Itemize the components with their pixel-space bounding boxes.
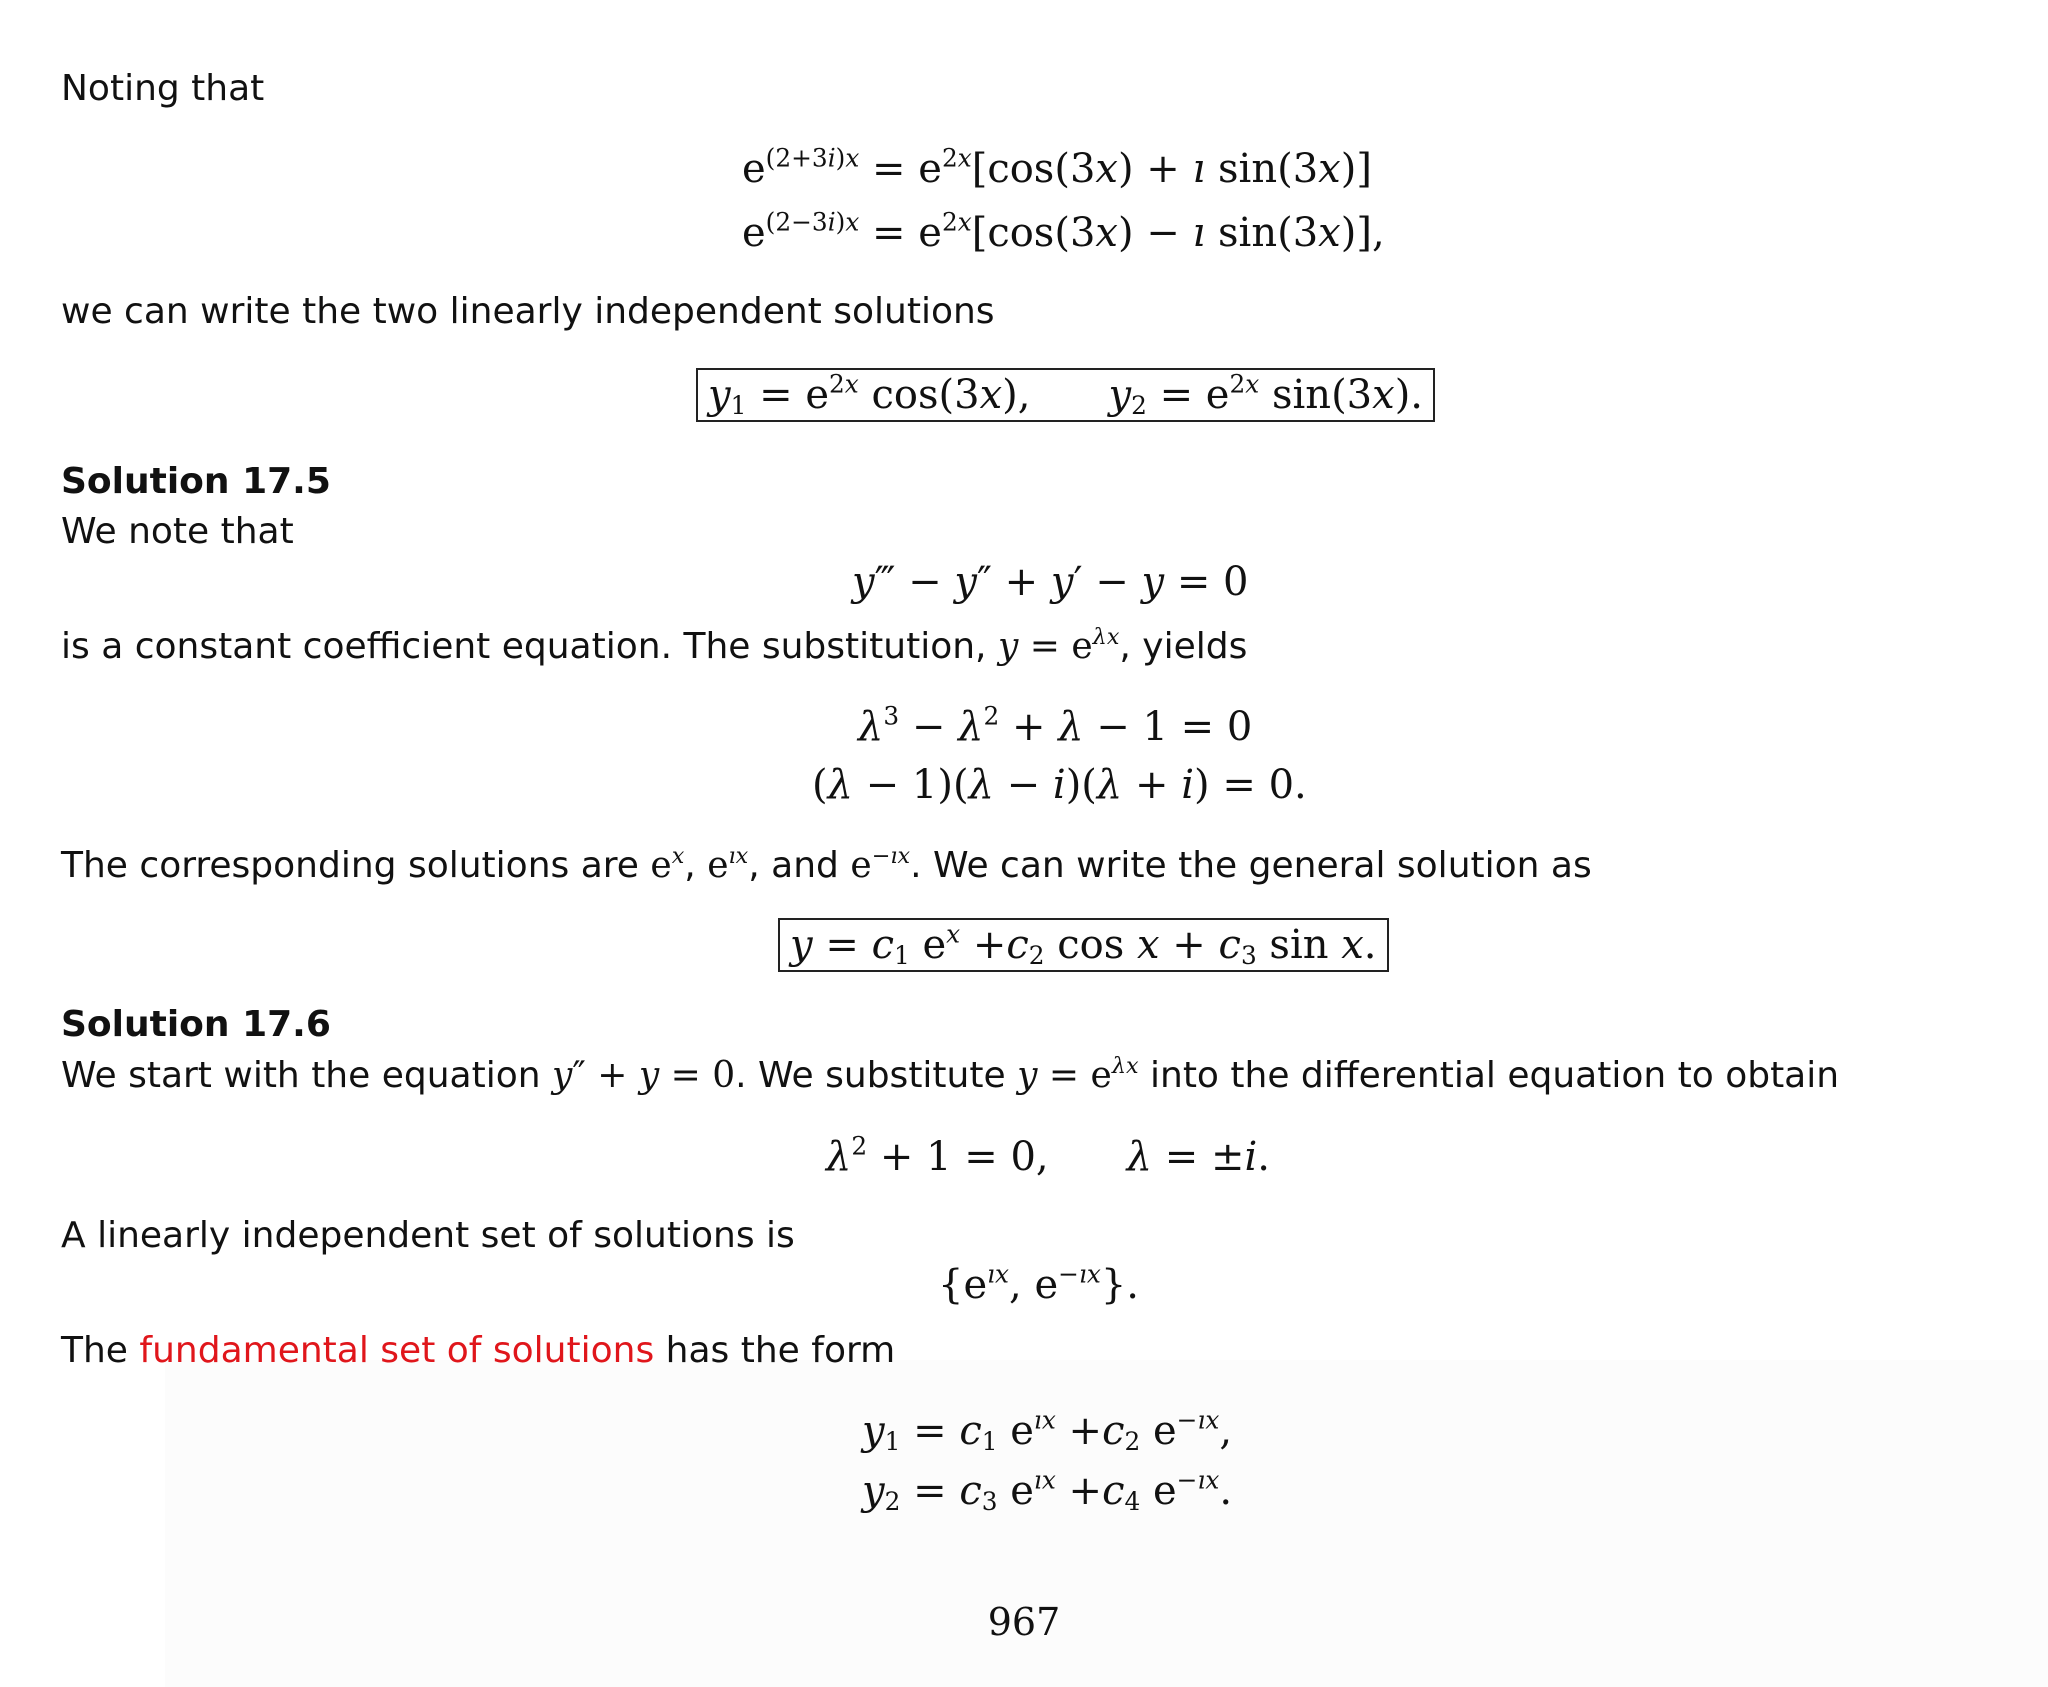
write-two-text: we can write the two linearly independent solutions: [61, 291, 995, 332]
solution-17-5-heading: Solution 17.5: [61, 461, 331, 502]
euler-eq-1: $e^{(2+3i)x} = e^{2x}[\cos(3x)$ + ı sin(3x)]: [742, 143, 1372, 192]
characteristic-eq-17-5: $\lambda^3 - \lambda^2 + \lambda - 1 = 0$: [858, 701, 1253, 750]
characteristic-eq-17-6: $\lambda^2 + 1 = 0$, λ = ±i.: [826, 1131, 1270, 1180]
page-number: 967: [987, 1600, 1061, 1644]
fundamental-set-link[interactable]: fundamental set of solutions: [139, 1330, 655, 1371]
fundamental-eq-1: $y_1 = c_1$ $e^{ıx} +c_2$ $e^{-ıx}$,: [862, 1405, 1233, 1457]
we-note-text: We note that: [61, 511, 294, 552]
fundamental-eq-2: $y_2 = c_3$ $e^{ıx} +c_4$ $e^{-ıx}$.: [862, 1465, 1233, 1517]
solution-17-6-heading: Solution 17.6: [61, 1004, 331, 1045]
linearly-independent-set-text: A linearly independent set of solutions is: [61, 1215, 795, 1256]
corresponding-solutions-line: The corresponding solutions are $e^x$, $e^{ıx}$, and $e^{-ıx}$. We can write the general solution as: [61, 843, 1592, 886]
start-equation-line: We start with the equation y″ + y = 0. We substitute $y = e^{\lambda x}$ into the differential equation to obtain: [61, 1053, 1840, 1096]
boxed-solutions-17-4: $y_1 = e^{2x}$ cos(3x), $y_2 = e^{2x}$ sin(3x).: [696, 368, 1435, 422]
solution-set-17-6: {$e^{ıx}$, $e^{-ıx}$}.: [938, 1259, 1140, 1308]
noting-text: Noting that: [61, 68, 265, 109]
ode-17-5: y‴ − y″ + y′ − y = 0: [852, 559, 1249, 605]
factored-eq-17-5: (λ − 1)(λ − i)(λ + i) = 0.: [812, 762, 1307, 808]
fundamental-set-line: The fundamental set of solutions has the form: [61, 1330, 896, 1371]
euler-eq-2: $e^{(2-3i)x} = e^{2x}[\cos(3x)$ − ı sin(3x)],: [742, 207, 1385, 256]
constant-coefficient-line: is a constant coefficient equation. The substitution, $y = e^{\lambda x}$, yields: [61, 624, 1248, 667]
boxed-general-solution-17-5: $y = c_1$ $e^x +c_2$ $\cos x + c_3$ sin x.: [778, 918, 1389, 972]
